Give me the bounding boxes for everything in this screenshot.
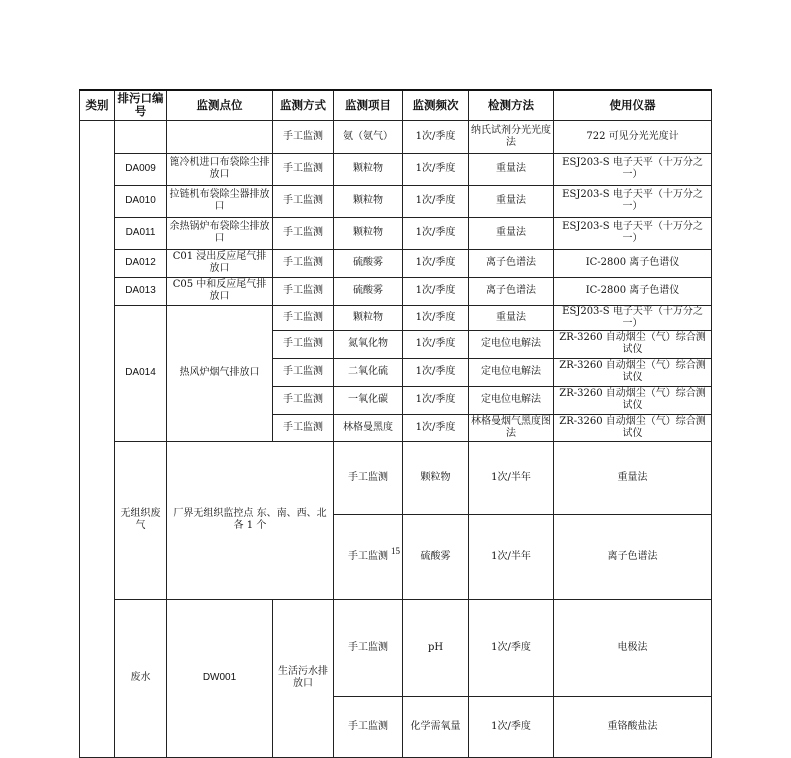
page-number: 15 bbox=[391, 546, 400, 556]
freq-cell: 1次/季度 bbox=[469, 696, 554, 757]
item-cell: 氨（氨气） bbox=[334, 120, 403, 153]
freq-cell: 1次/半年 bbox=[469, 514, 554, 599]
freq-cell: 1次/季度 bbox=[403, 185, 469, 217]
mode-cell: 手工监测 bbox=[334, 441, 403, 514]
method-cell: 离子色谱法 bbox=[469, 277, 554, 305]
method-cell: 定电位电解法 bbox=[469, 330, 554, 358]
method-cell: 重铬酸盐法 bbox=[554, 696, 712, 757]
instrument-cell: ESJ203-S 电子天平（十万分之一） bbox=[554, 185, 712, 217]
outlet-cell: DA014 bbox=[115, 305, 167, 441]
outlet-cell: DA013 bbox=[115, 277, 167, 305]
table-row bbox=[80, 305, 712, 330]
header-frequency: 监测频次 bbox=[403, 90, 469, 120]
outlet-cell: DA010 bbox=[115, 185, 167, 217]
point-cell: C05 中和反应尾气排放口 bbox=[167, 277, 273, 305]
header-category: 类别 bbox=[80, 90, 115, 120]
mode-cell: 手工监测 bbox=[273, 185, 334, 217]
instrument-cell: 722 可见分光光度计 bbox=[554, 120, 712, 153]
instrument-cell: ZR-3260 自动烟尘（气）综合测试仪 bbox=[554, 386, 712, 414]
point-cell: C01 浸出反应尾气排放口 bbox=[167, 249, 273, 277]
point-cell: 篦冷机进口布袋除尘排放口 bbox=[167, 153, 273, 185]
instrument-cell: ZR-3260 自动烟尘（气）综合测试仪 bbox=[554, 330, 712, 358]
table-row bbox=[80, 277, 712, 305]
header-monitoring-point: 监测点位 bbox=[167, 90, 273, 120]
method-cell: 定电位电解法 bbox=[469, 358, 554, 386]
header-monitoring-mode: 监测方式 bbox=[273, 90, 334, 120]
method-cell: 重量法 bbox=[469, 153, 554, 185]
mode-cell: 手工监测 bbox=[273, 120, 334, 153]
monitoring-table bbox=[79, 89, 712, 758]
item-cell: pH bbox=[403, 599, 469, 696]
method-cell: 重量法 bbox=[469, 305, 554, 330]
table-row bbox=[80, 441, 712, 514]
item-cell: 氮氧化物 bbox=[334, 330, 403, 358]
mode-cell: 手工监测 bbox=[273, 305, 334, 330]
method-cell: 离子色谱法 bbox=[554, 514, 712, 599]
item-cell: 化学需氧量 bbox=[403, 696, 469, 757]
point-cell: 热风炉烟气排放口 bbox=[167, 305, 273, 441]
mode-cell: 手工监测 bbox=[273, 217, 334, 249]
freq-cell: 1次/季度 bbox=[469, 599, 554, 696]
table-row bbox=[80, 599, 712, 696]
method-cell: 电极法 bbox=[554, 599, 712, 696]
method-cell: 定电位电解法 bbox=[469, 386, 554, 414]
header-outlet-id: 排污口编号 bbox=[115, 90, 167, 120]
freq-cell: 1次/季度 bbox=[403, 277, 469, 305]
instrument-cell: IC-2800 离子色谱仪 bbox=[554, 277, 712, 305]
point-cell: 余热锅炉布袋除尘排放口 bbox=[167, 217, 273, 249]
freq-cell: 1次/季度 bbox=[403, 120, 469, 153]
freq-cell: 1次/季度 bbox=[403, 414, 469, 441]
method-cell: 纳氏试剂分光光度法 bbox=[469, 120, 554, 153]
item-cell: 硫酸雾 bbox=[334, 249, 403, 277]
table-row bbox=[80, 249, 712, 277]
mode-cell: 手工监测 bbox=[334, 599, 403, 696]
point-cell: 拉链机布袋除尘器排放口 bbox=[167, 185, 273, 217]
freq-cell: 1次/季度 bbox=[403, 330, 469, 358]
method-cell: 重量法 bbox=[554, 441, 712, 514]
point-cell: 生活污水排放口 bbox=[273, 599, 334, 757]
instrument-cell: ZR-3260 自动烟尘（气）综合测试仪 bbox=[554, 414, 712, 441]
method-cell: 重量法 bbox=[469, 217, 554, 249]
category-cell bbox=[80, 120, 115, 757]
outlet-cell: DA012 bbox=[115, 249, 167, 277]
freq-cell: 1次/季度 bbox=[403, 153, 469, 185]
mode-cell: 手工监测 bbox=[334, 514, 403, 599]
point-cell: 厂界无组织监控点 东、南、西、北各 1 个 bbox=[167, 441, 334, 599]
item-cell: 二氧化硫 bbox=[334, 358, 403, 386]
header-test-method: 检测方法 bbox=[469, 90, 554, 120]
mode-cell: 手工监测 bbox=[273, 277, 334, 305]
freq-cell: 1次/季度 bbox=[403, 249, 469, 277]
instrument-cell: ESJ203-S 电子天平（十万分之一） bbox=[554, 217, 712, 249]
item-cell: 颗粒物 bbox=[403, 441, 469, 514]
item-cell: 颗粒物 bbox=[334, 185, 403, 217]
mode-cell: 手工监测 bbox=[273, 330, 334, 358]
category-cell: 废水 bbox=[115, 599, 167, 757]
outlet-cell: DW001 bbox=[167, 599, 273, 757]
item-cell: 颗粒物 bbox=[334, 305, 403, 330]
method-cell: 重量法 bbox=[469, 185, 554, 217]
item-cell: 林格曼黑度 bbox=[334, 414, 403, 441]
freq-cell: 1次/季度 bbox=[403, 217, 469, 249]
table-row bbox=[80, 153, 712, 185]
point-cell bbox=[167, 120, 273, 153]
item-cell: 颗粒物 bbox=[334, 153, 403, 185]
freq-cell: 1次/季度 bbox=[403, 358, 469, 386]
table-row bbox=[80, 217, 712, 249]
outlet-cell bbox=[115, 120, 167, 153]
method-cell: 林格曼烟气黑度图法 bbox=[469, 414, 554, 441]
table-row bbox=[80, 185, 712, 217]
item-cell: 一氧化碳 bbox=[334, 386, 403, 414]
category-cell: 无组织废气 bbox=[115, 441, 167, 599]
freq-cell: 1次/季度 bbox=[403, 305, 469, 330]
method-cell: 离子色谱法 bbox=[469, 249, 554, 277]
freq-cell: 1次/季度 bbox=[403, 386, 469, 414]
table-row bbox=[80, 120, 712, 153]
mode-cell: 手工监测 bbox=[273, 414, 334, 441]
outlet-cell: DA009 bbox=[115, 153, 167, 185]
header-instrument: 使用仪器 bbox=[554, 90, 712, 120]
item-cell: 颗粒物 bbox=[334, 217, 403, 249]
mode-cell: 手工监测 bbox=[273, 153, 334, 185]
instrument-cell: ZR-3260 自动烟尘（气）综合测试仪 bbox=[554, 358, 712, 386]
outlet-cell: DA011 bbox=[115, 217, 167, 249]
mode-cell: 手工监测 bbox=[273, 249, 334, 277]
header-monitoring-item: 监测项目 bbox=[334, 90, 403, 120]
mode-cell: 手工监测 bbox=[273, 358, 334, 386]
freq-cell: 1次/半年 bbox=[469, 441, 554, 514]
item-cell: 硫酸雾 bbox=[403, 514, 469, 599]
instrument-cell: IC-2800 离子色谱仪 bbox=[554, 249, 712, 277]
mode-cell: 手工监测 bbox=[273, 386, 334, 414]
table-header-row bbox=[80, 90, 712, 120]
instrument-cell: ESJ203-S 电子天平（十万分之一） bbox=[554, 305, 712, 330]
item-cell: 硫酸雾 bbox=[334, 277, 403, 305]
instrument-cell: ESJ203-S 电子天平（十万分之一） bbox=[554, 153, 712, 185]
mode-cell: 手工监测 bbox=[334, 696, 403, 757]
